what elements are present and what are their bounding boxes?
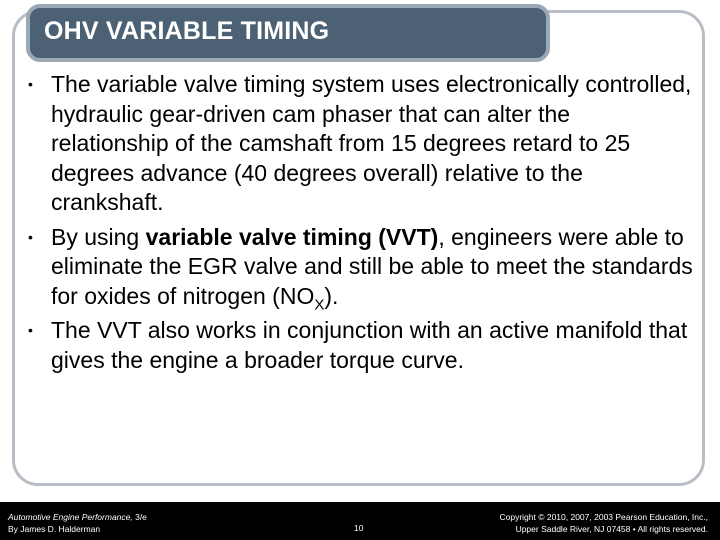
footer-page-number: 10: [354, 523, 364, 533]
slide-content: [26, 70, 694, 380]
footer-book-title: Automotive Engine Performance,: [8, 512, 133, 522]
footer-bar: [0, 502, 720, 540]
footer-edition: 3/e: [132, 512, 147, 522]
footer-copyright-line-1: Copyright © 2010, 2007, 2003 Pearson Education, Inc.,: [499, 512, 708, 522]
bullet-dot-icon: •: [28, 322, 33, 338]
footer-author: By James D. Halderman: [8, 524, 101, 534]
footer-copyright: [499, 511, 708, 535]
footer-copyright-line-2: Upper Saddle River, NJ 07458 • All rights reserved.: [515, 524, 708, 534]
bullet-text: The VVT also works in conjunction with an active manifold that gives the engine a broader torque curve.: [51, 317, 688, 373]
bullet-text-mid: , engineers were able to eliminate the EGR valve and still be able to meet the standards for oxides of nitrogen (NO: [51, 223, 693, 309]
bullet-item-1: [26, 70, 694, 218]
bullet-text: The variable valve timing system uses electronically controlled, hydraulic gear-driven cam phaser that can alter the relationship of the camshaft from 15 degrees retard to 25 degrees advance (40 degrees overall) relative to the crankshaft.: [51, 71, 692, 215]
title-bar: [26, 4, 550, 62]
bullet-item-2: [26, 223, 694, 312]
bullet-dot-icon: •: [28, 76, 33, 92]
bullet-text-post: ).: [324, 282, 339, 309]
bullet-dot-icon: •: [28, 228, 33, 245]
bullet-text-subscript: X: [314, 296, 325, 314]
slide-title: OHV VARIABLE TIMING: [44, 17, 330, 45]
bullet-text-bold: variable valve timing (VVT): [145, 223, 439, 250]
bullet-text-pre: By using: [51, 223, 146, 250]
footer-book-info: [8, 511, 147, 535]
bullet-item-3: [26, 316, 694, 375]
